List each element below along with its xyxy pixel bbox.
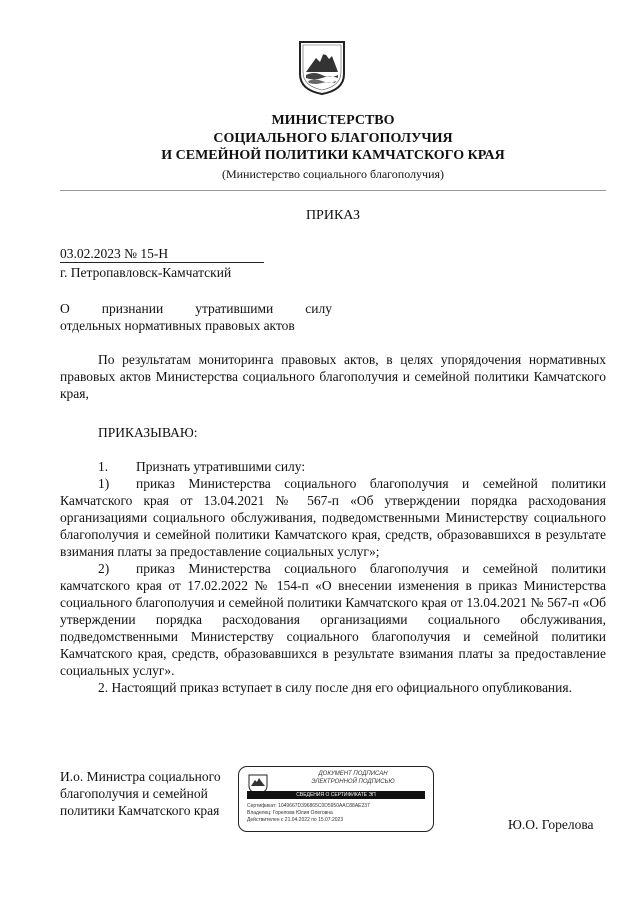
ministry-short-name: (Министерство социального благополучия) [221, 166, 445, 181]
document-title: ПРИКАЗ [305, 208, 361, 223]
item-text: приказ Министерства социального благополучия и семейной политики Камчатского края от 13.04.2021 № 567-п «Об утверждении порядка расходования организациями социального обслуживания, подведомственными Министерству социального благополучия и семейной политики Камчатского края, средств, образовавшихся в результате взимания платы за предоставление социальных услуг»; [60, 476, 606, 559]
signer-name: Ю.О. Горелова [508, 817, 594, 832]
position-line: политики Камчатского края [60, 803, 220, 818]
date-number: 03.02.2023 № 15-Н [60, 245, 264, 263]
item-number: 1. [98, 459, 109, 474]
item-text: приказ Министерства социального благополучия и семейной политики камчатского края от 17.02.2022 № 154-п «О внесении изменения в приказ Министерства социального благополучия и семейной политики Камчатского края от 13.04.2021 № 567-п «Об утверждении порядка расходования организациями социального обслуживания, подведомственными Министерству социального благополучия и семейной политики Камчатского края, средств, образовавшихся в результате взимания платы за предоставление социальных услуг». [60, 561, 606, 678]
ministry-line: СОЦИАЛЬНОГО БЛАГОПОЛУЧИЯ [213, 130, 453, 146]
electronic-signature-stamp [238, 766, 434, 832]
stamp-certificate: Сертификат: 1049667D396865C0D5950AAC88AE237 [247, 803, 370, 809]
subject-line: отдельных нормативных правовых актов [60, 318, 295, 333]
body-text [60, 351, 606, 402]
item-number: 2) [98, 561, 110, 576]
position-line: И.о. Министра социального [60, 769, 221, 784]
subitem-1 [60, 475, 606, 560]
position-line: благополучия и семейной [60, 786, 208, 801]
item-text: Признать утратившими силу: [136, 459, 306, 474]
header-divider [60, 190, 606, 191]
subject-line: О признании утратившими силу [60, 301, 332, 316]
signature-position [60, 768, 221, 819]
order-word: ПРИКАЗЫВАЮ: [98, 425, 198, 440]
item-2: 2. Настоящий приказ вступает в силу после дня его официального опубликования. [98, 680, 572, 695]
stamp-title [279, 771, 427, 786]
stamp-title-line: ДОКУМЕНТ ПОДПИСАН [318, 771, 388, 777]
body-items [60, 458, 606, 696]
stamp-owner: Владелец: Горелова Юлия Олеговна [247, 810, 333, 816]
subitem-2 [60, 560, 606, 679]
city: г. Петропавловск-Камчатский [60, 265, 232, 280]
preamble: По результатам мониторинга правовых актов, в целях упорядочения нормативных правовых актов Министерства социального благополучия и семейной политики Камчатского края, [60, 352, 606, 401]
body-order [60, 424, 606, 441]
item-1 [60, 458, 606, 475]
item-number: 1) [98, 476, 110, 491]
stamp-bar: СВЕДЕНИЯ О СЕРТИФИКАТЕ ЭП [247, 791, 425, 799]
stamp-title-line: ЭЛЕКТРОННОЙ ПОДПИСЬЮ [311, 778, 395, 785]
ministry-line: МИНИСТЕРСТВО [271, 113, 395, 128]
ministry-name [60, 112, 606, 182]
ministry-line: И СЕМЕЙНОЙ ПОЛИТИКИ КАМЧАТСКОГО КРАЯ [161, 148, 505, 163]
stamp-validity: Действителен с 21.04.2022 по 15.07.2023 [247, 817, 344, 823]
subject [60, 300, 332, 334]
coat-of-arms-icon [298, 40, 346, 96]
